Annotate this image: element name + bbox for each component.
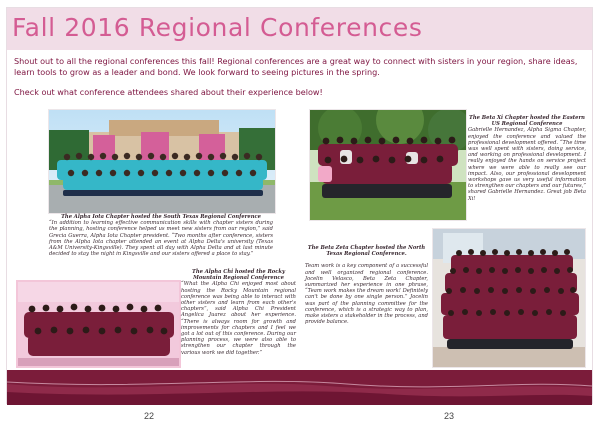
caption-heading: The Beta Zeta Chapter hosted the North Texas Regional Conference. (307, 245, 426, 258)
photo-south-texas-conference (48, 109, 276, 214)
caption-heading: The Beta Xi Chapter hosted the Eastern US Regional Conference (469, 115, 585, 128)
caption-body: “What the Alpha Chi enjoyed most about hosting the Rocky Mountain regional conference was being able to interact with other sisters and learn from each other's chapters”, said Alpha Chi President Angelica Juarez about her experience. “There is always room for growth and improvements for chapters and I feel we got a lot out of this conference. During our planning process, we were also able to strengthen our chapter through the various work we did together.” (181, 281, 296, 356)
page-number-left: 22 (144, 411, 155, 421)
photo-rocky-mountain-conference (16, 280, 181, 368)
caption-south-texas (49, 214, 273, 257)
caption-heading: The Alpha Chi hosted the Rocky Mountain Regional Conference (191, 269, 286, 282)
caption-north-texas (305, 245, 428, 325)
photo-north-texas-conference (432, 228, 586, 368)
caption-heading: The Alpha Iota Chapter hosted the South Texas Regional Conference (61, 214, 261, 220)
caption-eastern-us (468, 115, 586, 202)
caption-rocky-mountain (181, 269, 296, 356)
page-number-right: 23 (444, 411, 455, 421)
photo-eastern-us-conference (309, 109, 467, 221)
intro-call-to-action: Check out what conference attendees shared about their experience below! (14, 86, 323, 97)
page-title: Fall 2016 Regional Conferences (12, 13, 423, 42)
intro-paragraph: Shout out to all the regional conferences this fall! Regional conferences are a great way to connect with sisters in your region, share ideas, learn tools to grow as a leader and bond. We look forward to seeing pictures in the spring. (14, 56, 578, 78)
intro-text (14, 56, 588, 106)
caption-body: “In addition to learning effective communication skills with chapter sisters during the planning, hosting conference helped us meet new sisters from our region,” said Grecia Guerra, Alpha Iota Chapter president. “Two months after conference, sisters from the Alpha Iota chapter attended an event at Alpha Delta's university (Texas A&M University-Kingsville). They spent all day with Alpha Delta and at last minute decided to stay the night in Kingsville and our sisters offered a place to stay.” (49, 220, 273, 258)
footer-wave-decoration (7, 378, 592, 405)
caption-body: Gabrielle Hernandez, Alpha Sigma Chapter, enjoyed the conference and valued the professional development offered. “The time was well spent with sisters, doing service, and working on professional development. I really enjoyed the hands on service project where we were able to really see our impact. Also, our professional development workshops gave us very useful information to strengthen our chapters and our futures,” shared Gabrielle Hernandez. Great job Beta Xi! (468, 127, 586, 202)
caption-body: Team work is a key component of a successful and well organized regional conference. Jocelin Velasco, Beta Zeta Chapter, summarized her experience in one phrase, “Team work makes the dream work! Definitely can't be done by one single person.” Jocelin was part of the planning committee for the conference, which is a strategic way to plan, make sisters a stakeholder in the process, and provide balance. (305, 263, 428, 326)
